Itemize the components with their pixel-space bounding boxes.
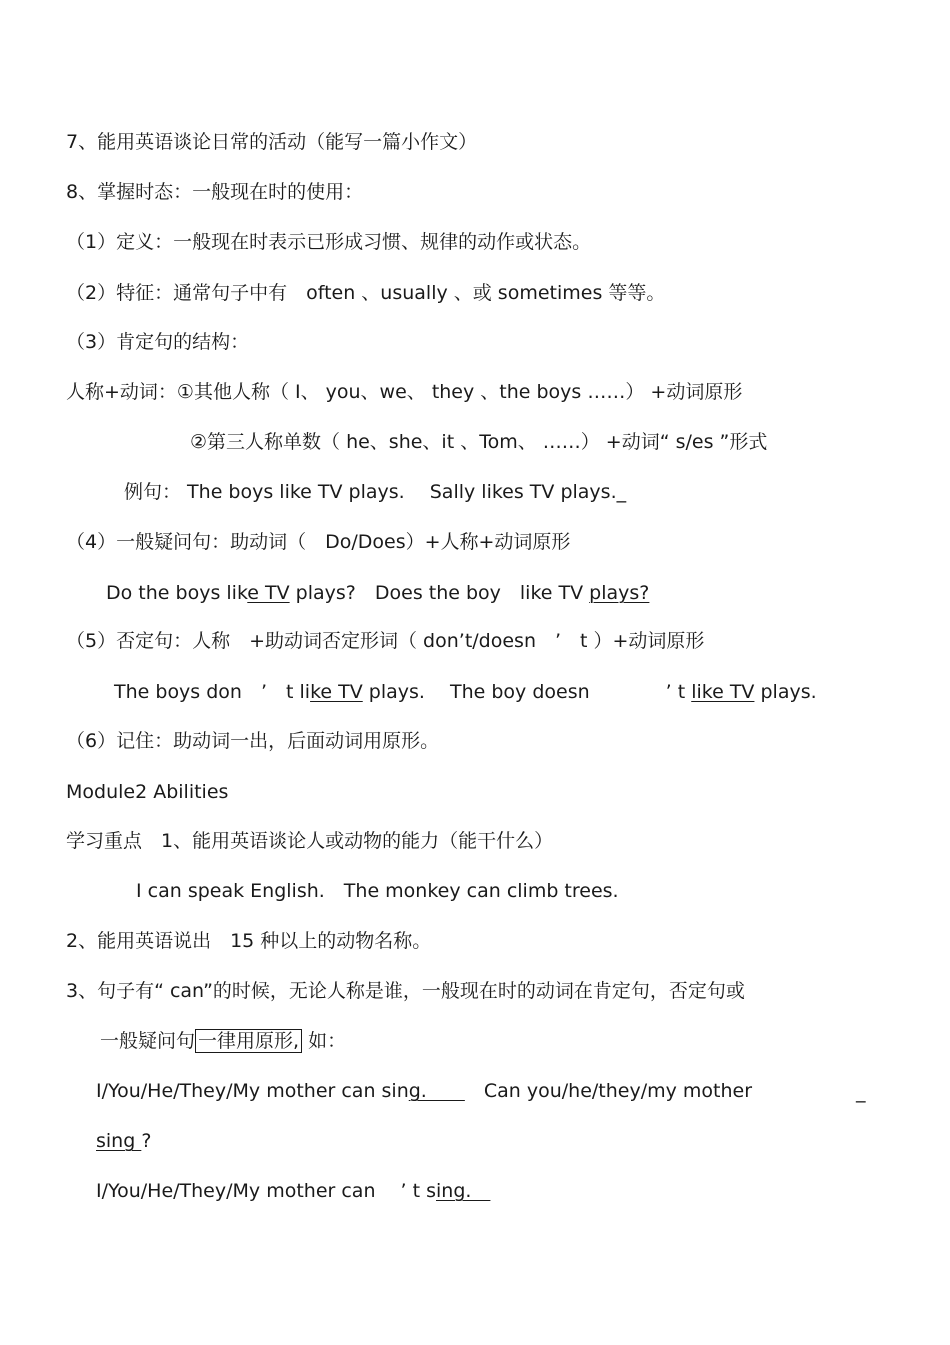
objective-7: 7、能用英语谈论日常的活动（能写一篇小作文） [66,131,478,153]
can-question-end [96,1129,151,1153]
can-negative-underlined: ing. [436,1180,491,1202]
negative-examples [114,680,817,704]
objective-8-heading: 8、掌握时态：一般现在时的使用： [66,181,364,203]
features-line: （2）特征：通常句子中有 often 、usually 、或 sometimes 等等。 [66,282,666,304]
key-point-1: 学习重点 1、能用英语谈论人或动物的能力（能干什么） [66,830,554,852]
can-affirmative-text: I/You/He/They/My mother can sin [96,1080,409,1102]
example-sentences: 例句： The boys like TV plays. Sally likes TV plays._ [124,481,627,503]
structure-other-persons: 人称+动词：①其他人称（ I、 you、we、 they 、the boys ……） +动词原形 [66,381,743,403]
boxed-rule: 一律用原形, [195,1029,302,1053]
can-negative-text: I/You/He/They/My mother can ’ t s [96,1180,436,1202]
stray-underscore: _ [856,1081,866,1103]
can-example-affirmative [96,1079,752,1103]
question-text-a: Do the boys lik [106,582,248,604]
module-title: Module2 Abilities [66,781,229,803]
can-affirmative-underlined: g. [408,1080,465,1102]
structure-third-person: ②第三人称单数（ he、she、it 、Tom、 ……） +动词“ s/es ”形式 [190,431,768,453]
can-question-underlined: sing [96,1130,142,1152]
question-examples [106,581,649,605]
question-underlined-a: e TV [247,582,290,604]
remember-line: （6）记住：助动词一出，后面动词用原形。 [66,730,440,752]
key-point-3-continued [100,1029,346,1053]
negative-text-a: The boys don ’ t li [114,681,311,703]
key-point-3: 3、句子有“ can”的时候，无论人称是谁，一般现在时的动词在肯定句，否定句或 [66,980,745,1002]
can-question-text: Can you/he/they/my mother [464,1080,753,1102]
negative-text-b: plays. The boy doesn ’ t [362,681,692,703]
ability-examples: I can speak English. The monkey can climb trees. [136,880,619,902]
negative-underlined-a: ke TV [310,681,363,703]
question-mark: ? [141,1130,152,1152]
question-text-b: plays? Does the boy like TV [289,582,590,604]
continued-text-b: 如： [302,1030,347,1052]
question-underlined-b: plays? [589,582,650,604]
definition-line: （1）定义：一般现在时表示已形成习惯、规律的动作或状态。 [66,231,592,253]
continued-text-a: 一般疑问句 [100,1030,196,1052]
key-point-2: 2、能用英语说出 15 种以上的动物名称。 [66,930,432,952]
negative-heading: （5）否定句：人称 +助动词否定形词（ don’t/doesn ’ t ）+动词原形 [66,630,705,652]
negative-text-c: plays. [754,681,817,703]
affirmative-heading: （3）肯定句的结构： [66,331,250,353]
can-example-negative [96,1179,490,1203]
negative-underlined-b: like TV [691,681,755,703]
question-heading: （4）一般疑问句：助动词（ Do/Does）+人称+动词原形 [66,531,571,553]
